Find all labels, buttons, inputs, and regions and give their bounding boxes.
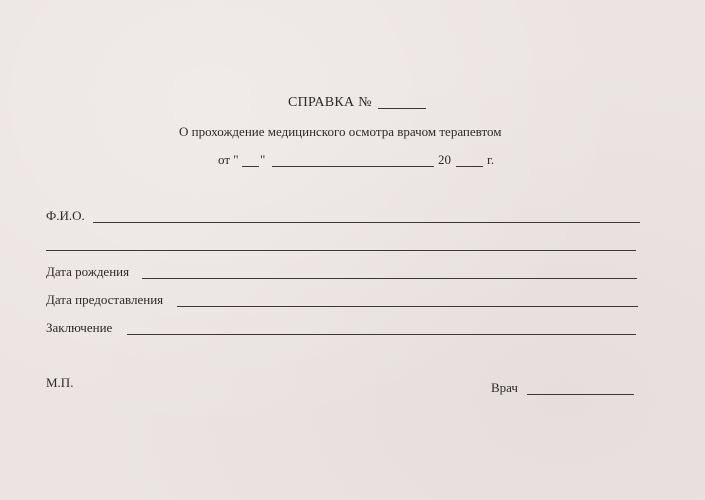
year-suffix: г. (487, 152, 495, 167)
conclusion-label: Заключение (46, 320, 113, 335)
document-subtitle: О прохождение медицинского осмотра врачом терапевтом (179, 124, 502, 139)
fio-line-continuation[interactable] (46, 250, 636, 251)
provision-date-label: Дата предоставления (46, 292, 164, 307)
date-prefix: от " (218, 152, 239, 167)
date-month-line[interactable] (272, 166, 434, 167)
doctor-signature-line[interactable] (527, 394, 634, 395)
birth-date-label: Дата рождения (46, 264, 130, 279)
document-title: СПРАВКА № (288, 95, 372, 110)
provision-date-line[interactable] (177, 306, 638, 307)
certificate-number-line[interactable] (378, 108, 426, 109)
stamp-label: М.П. (46, 375, 74, 390)
year-prefix: 20 (438, 152, 451, 167)
date-quote-close: " (260, 152, 266, 167)
date-year-line[interactable] (456, 166, 483, 167)
doctor-label: Врач (491, 380, 518, 395)
date-day-line[interactable] (242, 166, 259, 167)
fio-label: Ф.И.О. (46, 208, 85, 223)
fio-line[interactable] (93, 222, 640, 223)
birth-date-line[interactable] (142, 278, 637, 279)
conclusion-line[interactable] (127, 334, 636, 335)
